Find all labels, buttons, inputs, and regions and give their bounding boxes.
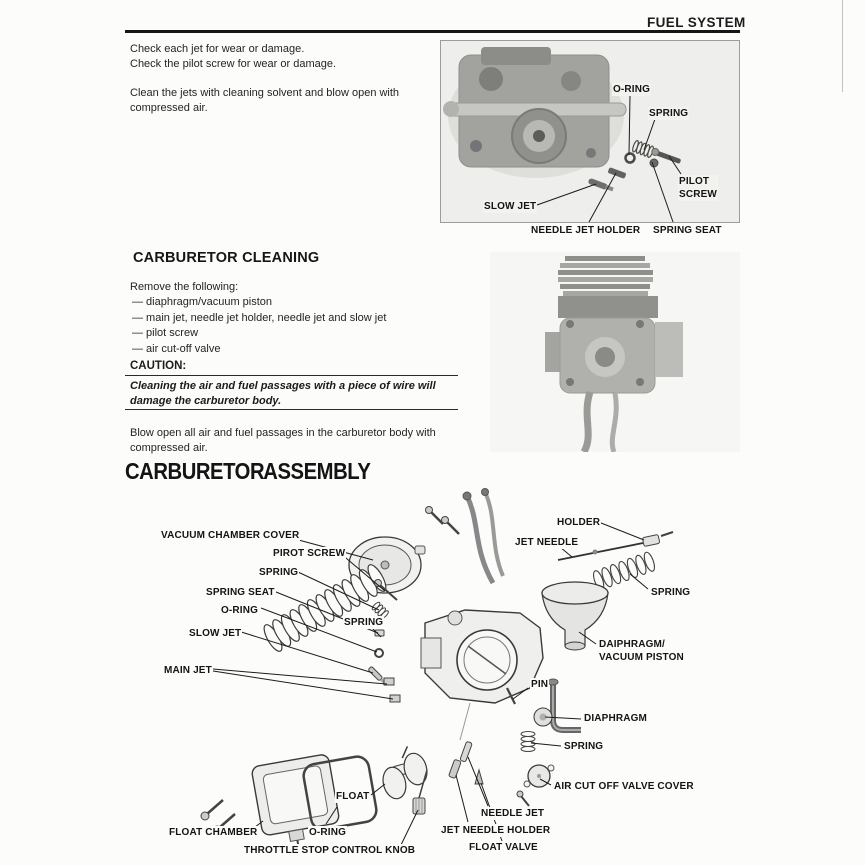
valve-spring-part (521, 732, 535, 752)
spring-seat-part (650, 159, 658, 167)
label-o-ring-bottom: O-RING (309, 827, 347, 838)
o-ring-part (375, 649, 383, 657)
label-spring-right: SPRING (651, 587, 691, 598)
section-title-assembly: CARBURETOR ASSEMBLY (125, 458, 371, 484)
label-diaphragm-vacuum-piston: DAIPHRAGM/ VACUUM PISTON (599, 639, 684, 663)
slow-jet-part (588, 178, 614, 193)
check-jets-text: Check each jet for wear or damage. Check the pilot screw for wear or damage. (130, 43, 337, 70)
caution-text: Cleaning the air and fuel passages with a piece of wire will damage the carburetor body. (130, 380, 436, 408)
elbow-pipe-part (548, 679, 581, 730)
label-pin: PIN (531, 679, 549, 690)
main-jet-part (384, 678, 394, 685)
label-spring-seat: SPRING SEAT (206, 587, 275, 598)
header-rule (125, 30, 740, 33)
label-throttle-stop-control-knob: THROTTLE STOP CONTROL KNOB (244, 845, 416, 856)
label-slow-jet: SLOW JET (189, 628, 242, 639)
label-spring-lower: SPRING (564, 741, 604, 752)
section-title-cleaning: CARBURETOR CLEANING (133, 250, 320, 266)
throttle-cables (463, 489, 503, 584)
label-spring-seat: SPRING SEAT (653, 225, 722, 236)
label-o-ring: O-RING (221, 605, 259, 616)
label-float: FLOAT (336, 791, 370, 802)
page-title: FUEL SYSTEM (647, 15, 746, 30)
o-ring-part (626, 154, 635, 163)
float-valve-part (475, 770, 483, 784)
blow-open-text: Blow open all air and fuel passages in the carburetor body with compressed air. (130, 427, 436, 454)
label-float-valve: FLOAT VALVE (469, 842, 538, 853)
main-jet-holder-part (390, 695, 400, 702)
cover-screws (426, 507, 460, 535)
scan-edge-artifact (842, 0, 843, 92)
remove-item: — air cut-off valve (132, 343, 221, 356)
remove-items-list (132, 294, 462, 357)
label-float-chamber: FLOAT CHAMBER (169, 827, 258, 838)
label-spring: SPRING (649, 108, 689, 119)
spring-seat-part (375, 630, 384, 636)
label-slow-jet: SLOW JET (484, 201, 537, 212)
label-vacuum-chamber-cover: VACUUM CHAMBER COVER (161, 530, 300, 541)
label-needle-jet: NEEDLE JET (481, 808, 545, 819)
label-pilot-screw: PILOT SCREW (679, 176, 717, 200)
label-o-ring: O-RING (613, 84, 651, 95)
assembly-exploded-drawing (125, 488, 745, 865)
carburetor-photo-drawing (490, 252, 740, 452)
remove-item: — main jet, needle jet holder, needle jet and slow jet (132, 311, 387, 324)
float-chamber-part (251, 754, 343, 856)
label-needle-jet-holder: NEEDLE JET HOLDER (531, 225, 641, 236)
air-cut-off-valve-cover-part (517, 765, 554, 806)
carburetor-body-part (421, 610, 543, 740)
label-pirot-screw: PIROT SCREW (273, 548, 346, 559)
caution-heading: CAUTION: (130, 360, 187, 372)
caution-rule-top (125, 375, 458, 376)
label-air-cut-off-valve-cover: AIR CUT OFF VALVE COVER (554, 781, 694, 792)
float-part (376, 743, 433, 801)
remove-item: — diaphragm/vacuum piston (132, 296, 273, 308)
label-diaphragm: DIAPHRAGM (584, 713, 648, 724)
clean-jets-text: Clean the jets with cleaning solvent and blow open with compressed air. (130, 87, 400, 114)
jet-needle-holder-part (449, 759, 462, 778)
remove-intro-text: Remove the following: (130, 281, 239, 293)
label-jet-needle-holder: JET NEEDLE HOLDER (441, 825, 551, 836)
label-spring-mid: SPRING (344, 617, 384, 628)
label-main-jet: MAIN JET (164, 665, 212, 676)
needle-jet-part (460, 741, 472, 762)
diaphragm-part (534, 708, 552, 726)
remove-item: — pilot screw (132, 327, 199, 340)
label-spring-top: SPRING (259, 567, 299, 578)
needle-spring-part (591, 551, 656, 591)
label-holder: HOLDER (557, 517, 601, 528)
caution-rule-bottom (125, 409, 458, 410)
label-jet-needle: JET NEEDLE (515, 537, 579, 548)
needle-jet-holder-part (608, 167, 627, 179)
